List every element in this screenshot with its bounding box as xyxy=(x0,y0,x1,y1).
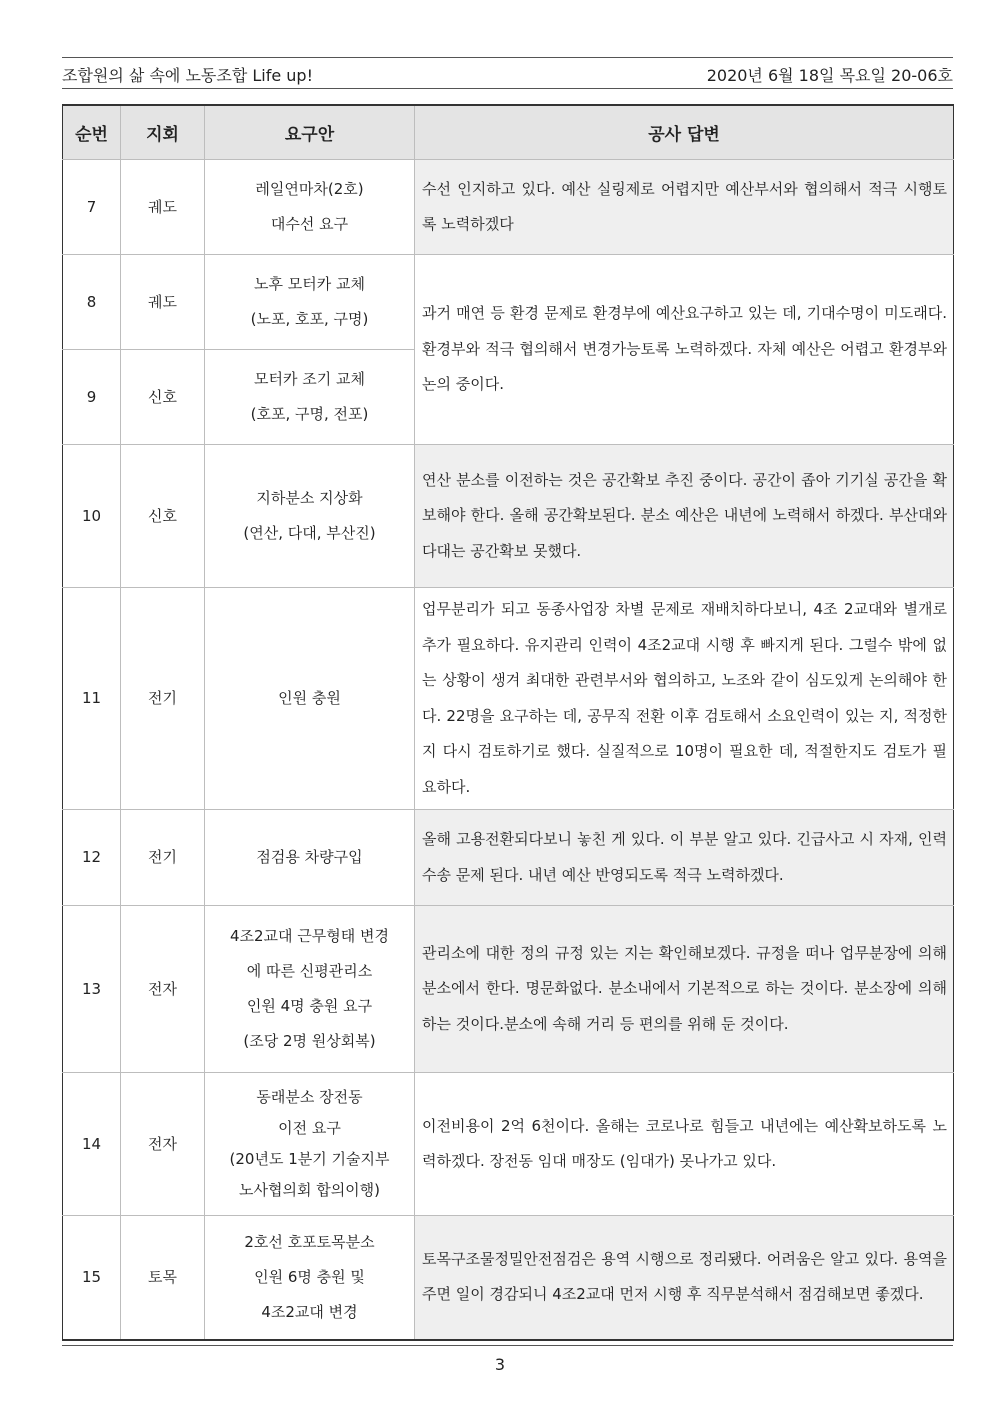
row-branch: 궤도 xyxy=(121,160,205,255)
demand-line: 인원 4명 충원 요구 xyxy=(246,997,373,1015)
footer-rule xyxy=(62,1345,953,1346)
row-answer: 과거 매연 등 환경 문제로 환경부에 예산요구하고 있는 데, 기대수명이 미도래다. 환경부와 적극 협의해서 변경가능토록 노력하겠다. 자체 예산은 어렵고 환경부와 논의 중이다. xyxy=(415,255,954,445)
row-branch: 전자 xyxy=(121,906,205,1073)
column-header-branch: 지회 xyxy=(121,105,205,160)
row-branch: 전기 xyxy=(121,588,205,810)
demand-line: 노후 모터카 교체 xyxy=(254,275,365,293)
row-answer: 토목구조물정밀안전점검은 용역 시행으로 정리됐다. 어려움은 알고 있다. 용역을 주면 일이 경감되니 4조2교대 먼저 시행 후 직무분석해서 점검해보면 좋겠다. xyxy=(415,1216,954,1340)
row-number: 14 xyxy=(63,1073,121,1216)
demand-response-table xyxy=(62,104,954,1341)
demand-line: 4조2교대 근무형태 변경 xyxy=(229,927,390,945)
top-rule xyxy=(62,57,953,58)
row-number: 9 xyxy=(63,350,121,445)
row-number: 11 xyxy=(63,588,121,810)
table-row xyxy=(63,810,954,906)
page-number: 3 xyxy=(494,1355,506,1374)
column-header-demand: 요구안 xyxy=(205,105,415,160)
demand-line: 에 따른 신평관리소 xyxy=(246,962,373,980)
row-number: 8 xyxy=(63,255,121,350)
demand-line: 노사협의회 합의이행) xyxy=(238,1181,381,1199)
row-number: 10 xyxy=(63,445,121,588)
row-demand xyxy=(205,160,415,255)
row-branch: 궤도 xyxy=(121,255,205,350)
demand-line: 점검용 차량구입 xyxy=(256,848,363,866)
row-branch: 전기 xyxy=(121,810,205,906)
demand-line: 지하분소 지상화 xyxy=(256,489,363,507)
row-demand xyxy=(205,350,415,445)
table-row xyxy=(63,445,954,588)
demand-line: (노포, 호포, 구명) xyxy=(250,310,369,328)
table-row xyxy=(63,1216,954,1340)
row-demand xyxy=(205,445,415,588)
row-demand xyxy=(205,255,415,350)
row-answer: 연산 분소를 이전하는 것은 공간확보 추진 중이다. 공간이 좁아 기기실 공간을 확보해야 한다. 올해 공간확보된다. 분소 예산은 내년에 노력해서 하겠다. 부산대와 다대는 공간확보 못했다. xyxy=(415,445,954,588)
demand-line: (20년도 1분기 기술지부 xyxy=(229,1150,390,1168)
demand-line: 인원 충원 xyxy=(278,689,341,707)
row-number: 7 xyxy=(63,160,121,255)
demand-line: (연산, 다대, 부산진) xyxy=(243,524,376,542)
demand-line: (호포, 구명, 전포) xyxy=(250,405,369,423)
row-answer: 관리소에 대한 정의 규정 있는 지는 확인해보겠다. 규정을 떠나 업무분장에 의해 분소에서 한다. 명문화없다. 분소내에서 기본적으로 하는 것이다. 분소장에 의해 하는 것이다.분소에 속해 거리 등 편의를 위해 둔 것이다. xyxy=(415,906,954,1073)
row-demand xyxy=(205,906,415,1073)
table-row xyxy=(63,1073,954,1216)
table-row xyxy=(63,255,954,350)
row-answer: 수선 인지하고 있다. 예산 실링제로 어렵지만 예산부서와 협의해서 적극 시행토록 노력하겠다 xyxy=(415,160,954,255)
row-demand xyxy=(205,588,415,810)
row-demand xyxy=(205,1216,415,1340)
row-answer: 이전비용이 2억 6천이다. 올해는 코로나로 힘들고 내년에는 예산확보하도록 노력하겠다. 장전동 임대 매장도 (임대가) 못나가고 있다. xyxy=(415,1073,954,1216)
row-number: 13 xyxy=(63,906,121,1073)
row-branch: 신호 xyxy=(121,445,205,588)
page-header xyxy=(62,62,953,86)
header-rule xyxy=(62,88,953,89)
demand-line: 레일연마차(2호) xyxy=(255,180,364,198)
demand-line: (조당 2명 원상회복) xyxy=(243,1032,376,1050)
table-row xyxy=(63,588,954,810)
column-header-answer: 공사 답변 xyxy=(415,105,954,160)
row-branch: 토목 xyxy=(121,1216,205,1340)
row-answer: 업무분리가 되고 동종사업장 차별 문제로 재배치하다보니, 4조 2교대와 별개로 추가 필요하다. 유지관리 인력이 4조2교대 시행 후 빠지게 된다. 그럴수 밖에 없는 상황이 생겨 최대한 관련부서와 협의하고, 노조와 같이 심도있게 논의해야 한다. 22명을 요구하는 데, 공무직 전환 이후 검토해서 소요인력이 있는 지, 적정한 지 다시 검토하기로 했다. 실질적으로 10명이 필요한 데, 적절한지도 검토가 필요하다. xyxy=(415,588,954,810)
demand-line: 2호선 호포토목분소 xyxy=(244,1232,375,1251)
demand-line: 이전 요구 xyxy=(278,1119,341,1137)
row-branch: 전자 xyxy=(121,1073,205,1216)
row-number: 12 xyxy=(63,810,121,906)
table-row xyxy=(63,906,954,1073)
demand-line: 동래분소 장전동 xyxy=(256,1088,363,1106)
column-header-number: 순번 xyxy=(63,105,121,160)
row-branch: 신호 xyxy=(121,350,205,445)
header-issue-date: 2020년 6월 18일 목요일 20-06호 xyxy=(706,65,953,85)
row-answer: 올해 고용전환되다보니 놓친 게 있다. 이 부분 알고 있다. 긴급사고 시 자재, 인력 수송 문제 된다. 내년 예산 반영되도록 적극 노력하겠다. xyxy=(415,810,954,906)
demand-line: 인원 6명 충원 및 xyxy=(254,1267,365,1286)
row-demand xyxy=(205,810,415,906)
table-row xyxy=(63,160,954,255)
header-slogan: 조합원의 삶 속에 노동조합 Life up! xyxy=(62,65,313,85)
demand-line: 대수선 요구 xyxy=(270,215,349,233)
table-header-row xyxy=(63,105,954,160)
demand-line: 모터카 조기 교체 xyxy=(254,370,365,388)
demand-line: 4조2교대 변경 xyxy=(261,1302,358,1321)
row-number: 15 xyxy=(63,1216,121,1340)
row-demand xyxy=(205,1073,415,1216)
